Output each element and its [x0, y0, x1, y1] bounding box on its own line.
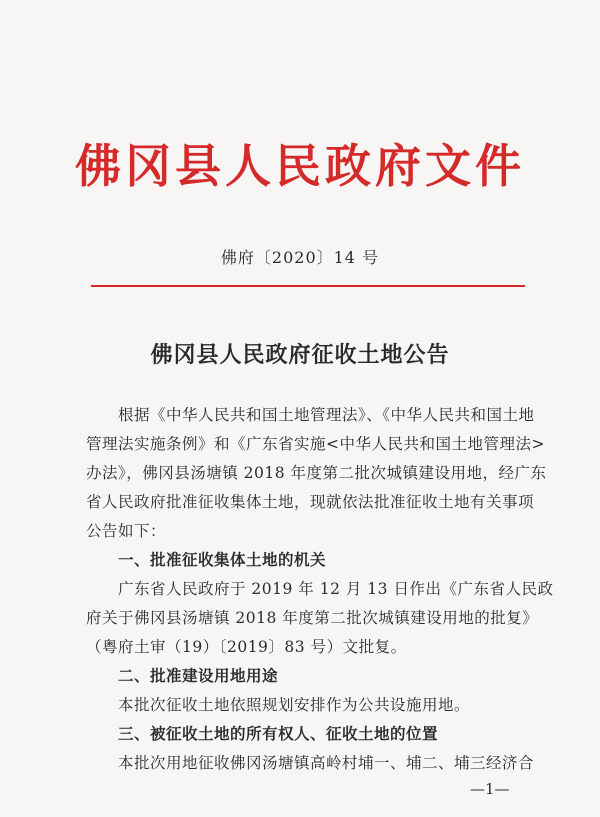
section-land-owner-location [86, 720, 534, 778]
intro-paragraph [86, 401, 547, 546]
intro-line: 公告如下： [86, 522, 167, 540]
intro-line: 办法》，佛冈县汤塘镇 2018 年度第二批次城镇建设用地，经广东 [86, 464, 547, 482]
notice-title: 佛冈县人民政府征收土地公告 [150, 342, 450, 368]
section-line: 本批次征收土地依照规划安排作为公共设施用地。 [118, 696, 471, 714]
section-heading: 三、被征收土地的所有权人、征收土地的位置 [118, 725, 439, 743]
section-line: （粤府土审（19）〔2019〕83 号）文批复。 [86, 638, 407, 656]
intro-line: 省人民政府批准征收集体土地，现就依法批准征收土地有关事项 [86, 493, 535, 511]
intro-line: 管理法实施条例》和《广东省实施<中华人民共和国土地管理法> [86, 435, 545, 453]
section-land-use [86, 662, 534, 720]
page-number: —1— [470, 780, 510, 798]
intro-line: 根据《中华人民共和国土地管理法》、《中华人民共和国土地 [118, 406, 535, 424]
section-heading: 一、批准征收集体土地的机关 [118, 551, 327, 569]
section-line: 本批次用地征收佛冈汤塘镇高岭村埔一、埔二、埔三经济合 [118, 754, 535, 772]
document-header-title: 佛冈县人民政府文件 [75, 139, 525, 193]
section-line: 广东省人民政府于 2019 年 12 月 13 日作出《广东省人民政 [118, 580, 554, 598]
section-heading: 二、批准建设用地用途 [118, 667, 279, 685]
section-approval-authority [86, 546, 554, 662]
document-number: 佛府〔2020〕14 号 [220, 248, 380, 267]
red-divider-line [91, 285, 525, 287]
section-line: 府关于佛冈县汤塘镇 2018 年度第二批次城镇建设用地的批复》 [86, 609, 539, 627]
